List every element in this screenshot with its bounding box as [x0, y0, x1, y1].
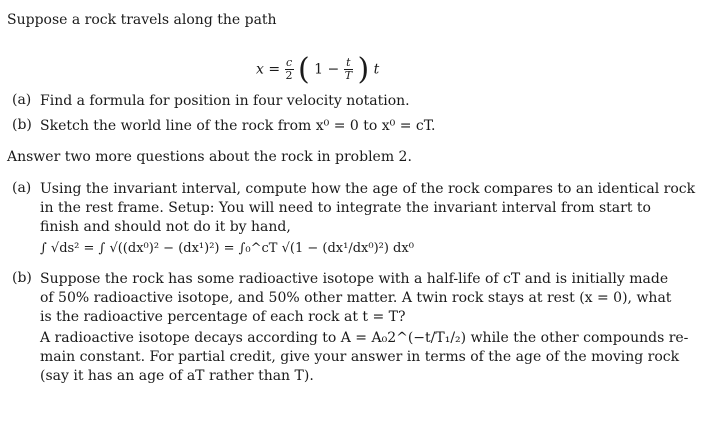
eq-t-over-T	[344, 57, 353, 82]
eq-two: 2	[285, 69, 293, 82]
part2-a-line3: finish and should not do it by hand,	[40, 219, 291, 235]
part2-b-line6: (say it has an age of aT rather than T).	[40, 368, 314, 384]
part1-a-label: (a)	[12, 92, 32, 108]
part2-b-line4: A radioactive isotope decays according to A = A₀2^(−t/T₁/₂) while the other compounds re-	[40, 330, 689, 346]
eq-T: T	[344, 69, 353, 82]
part2-b-line3: is the radioactive percentage of each rock at t = T?	[40, 309, 406, 325]
part1-b-text: Sketch the world line of the rock from x⁰ = 0 to x⁰ = cT.	[40, 118, 436, 134]
eq-lhs: x =	[256, 61, 281, 78]
invariant-interval-formula: ∫ √ds² = ∫ √((dx⁰)² − (dx¹)²) = ∫₀^cT √(1 − (dx¹/dx⁰)²) dx⁰	[40, 241, 414, 256]
heading-problem-2: Answer two more questions about the rock in problem 2.	[7, 149, 412, 165]
part2-a-line1: Using the invariant interval, compute how the age of the rock compares to an identical rock	[40, 181, 696, 197]
eq-t: t	[344, 57, 353, 70]
part2-b-line1: Suppose the rock has some radioactive isotope with a half-life of cT and is initially made	[40, 271, 669, 287]
part2-b-line2: of 50% radioactive isotope, and 50% other matter. A twin rock stays at rest (x = 0), what	[40, 290, 672, 306]
part2-a-label: (a)	[12, 180, 32, 196]
part2-a-line2: in the rest frame. Setup: You will need to integrate the invariant interval from start to	[40, 200, 651, 216]
path-equation	[256, 52, 379, 94]
eq-c: c	[285, 56, 293, 69]
eq-right-paren: )	[357, 52, 370, 87]
part2-b-line5: main constant. For partial credit, give your answer in terms of the age of the moving rock	[40, 349, 680, 365]
eq-one-minus: 1 −	[314, 61, 340, 78]
part2-b-label: (b)	[12, 270, 32, 286]
eq-c-over-2	[285, 57, 294, 82]
part1-b-label: (b)	[12, 117, 32, 133]
eq-left-paren: (	[297, 52, 310, 87]
intro-text: Suppose a rock travels along the path	[7, 12, 277, 28]
eq-tail-t: t	[373, 61, 380, 78]
part1-a-text: Find a formula for position in four velocity notation.	[40, 93, 410, 109]
